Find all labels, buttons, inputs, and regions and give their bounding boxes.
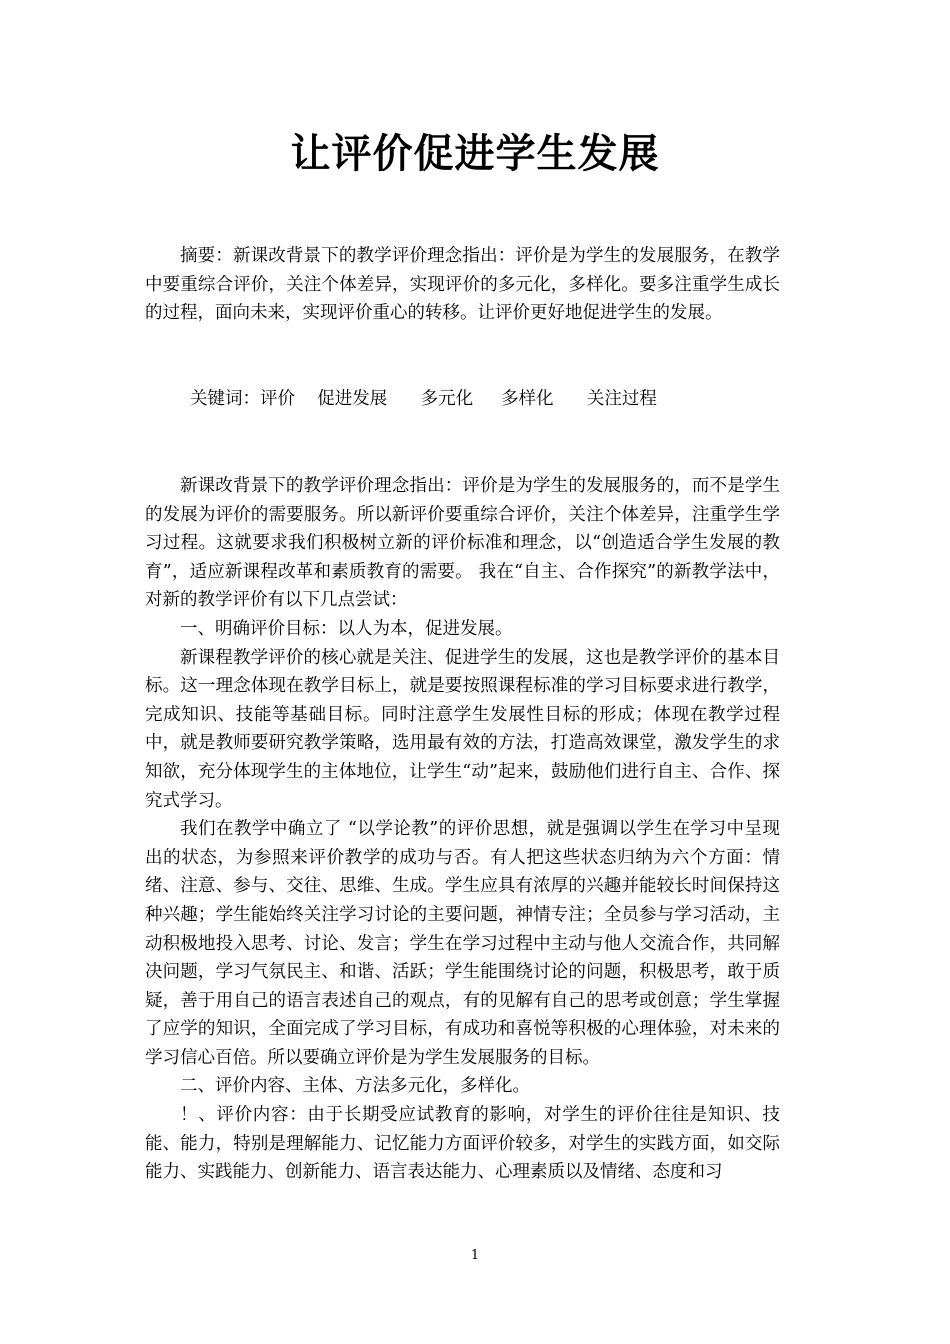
- section-heading-two: 二、评价内容、主体、方法多元化，多样化。: [180, 1076, 530, 1097]
- body-paragraph-content: ！、评价内容：由于长期受应试教育的影响，对学生的评价往往是知识、技能、能力，特别是理解能力、记忆能力方面评价较多，对学生的实践方面，如交际能力、实践能力、创新能力、语言表达能力、心理素质以及情绪、态度和习: [145, 1105, 780, 1183]
- body-paragraph-goal: 新课程教学评价的核心就是关注、促进学生的发展，这也是教学评价的基本目标。这一理念体现在教学目标上，就是要按照课程标准的学习目标要求进行教学，完成知识、技能等基础目标。同时注意学生发展性目标的形成；体现在教学过程中，就是教师要研究教学策略，选用最有效的方法，打造高效课堂，激发学生的求知欲，充分体现学生的主体地位，让学生“动”起来，鼓励他们进行自主、合作、探究式学习。: [145, 647, 780, 811]
- abstract-section: [145, 242, 780, 328]
- section-heading-one: 一、明确评价目标：以人为本，促进发展。: [180, 618, 513, 639]
- page-number: 1: [470, 1248, 480, 1263]
- document-title: 让评价促进学生发展: [290, 130, 660, 177]
- keywords-line: 关键词：评价 促进发展 多元化 多样化 关注过程: [190, 389, 657, 409]
- abstract-paragraph: 摘要：新课改背景下的教学评价理念指出：评价是为学生的发展服务，在教学中要重综合评价，关注个体差异，实现评价的多元化，多样化。要多注重学生成长的过程，面向未来，实现评价重心的转移。让评价更好地促进学生的发展。: [145, 246, 780, 324]
- body-paragraph-learning-state: 我们在教学中确立了 “以学论教”的评价思想，就是强调以学生在学习中呈现出的状态，为参照来评价教学的成功与否。有人把这些状态归纳为六个方面：情绪、注意、参与、交往、思维、生成。学生应具有浓厚的兴趣并能较长时间保持这种兴趣；学生能始终关注学习讨论的主要问题，神情专注；全员参与学习活动，主动积极地投入思考、讨论、发言；学生在学习过程中主动与他人交流合作，共同解决问题，学习气氛民主、和谐、活跃；学生能围绕讨论的问题，积极思考，敢于质疑，善于用自己的语言表述自己的观点，有的见解有自己的思考或创意；学生掌握了应学的知识，全面完成了学习目标，有成功和喜悦等积极的心理体验，对未来的学习信心百倍。所以要确立评价是为学生发展服务的目标。: [145, 819, 780, 1068]
- body-section: [145, 472, 780, 1187]
- body-paragraph-intro: 新课改背景下的教学评价理念指出：评价是为学生的发展服务的，而不是学生的发展为评价的需要服务。所以新评价要重综合评价，关注个体差异，注重学生学习过程。这就要求我们积极树立新的评价标准和理念，以“创造适合学生发展的教育”，适应新课程改革和素质教育的需要。 我在“自主、合作探究”的新教学法中，对新的教学评价有以下几点尝试：: [145, 476, 780, 611]
